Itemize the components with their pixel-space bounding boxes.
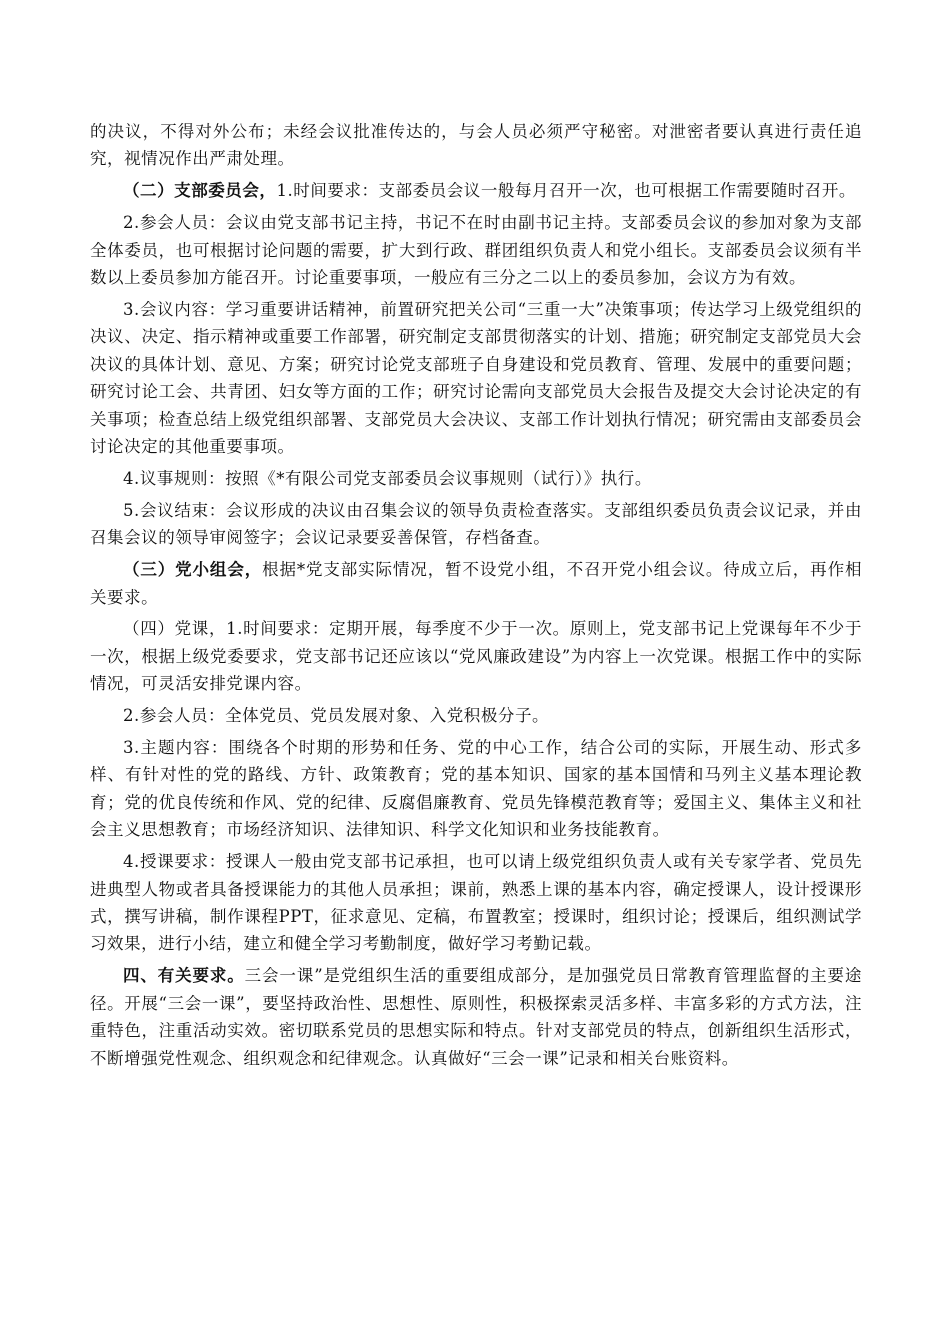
paragraph-committee-time: [90, 177, 862, 204]
section-heading-committee: （二）支部委员会，: [123, 181, 277, 201]
paragraph-text: 根据*党支部实际情况，暂不设党小组，不召开党小组会议。待成立后，再作相关要求。: [90, 560, 863, 607]
paragraph-text: 3.主题内容：围绕各个时期的形势和任务、党的中心工作，结合公司的实际，开展生动、形式多样、有针对性的党的路线、方针、政策教育；党的基本知识、国家的基本国情和马列主义基本理论教育；党的优良传统和作风、党的纪律、反腐倡廉教育、党员先锋模范教育等；爱国主义、集体主义和社会主义思想教育；市场经济知识、法律知识、科学文化知识和业务技能教育。: [90, 738, 862, 840]
paragraph-committee-rules: [90, 465, 862, 492]
paragraph-committee-content: [90, 296, 862, 460]
document-body: [90, 118, 862, 1076]
paragraph-general-requirements: [90, 962, 862, 1072]
paragraph-text: 2.参会人员：会议由党支部书记主持，书记不在时由副书记主持。支部委员会议的参加对象为支部全体委员，也可根据讨论问题的需要，扩大到行政、群团组织负责人和党小组长。支部委员会议须有半数以上委员参加方能召开。讨论重要事项，一般应有三分之二以上的委员参加，会议方为有效。: [90, 213, 862, 288]
paragraph-lecture-attendees: [90, 702, 862, 729]
paragraph-text: （四）党课，1.时间要求：定期开展，每季度不少于一次。原则上，党支部书记上党课每年不少于一次，根据上级党委要求，党支部书记还应该以“党风廉政建设”为内容上一次党课。根据工作中的实际情况，可灵活安排党课内容。: [90, 619, 862, 694]
paragraph-committee-end: [90, 497, 862, 552]
section-heading-requirements: 四、有关要求。: [123, 966, 245, 986]
paragraph-text: 4.授课要求：授课人一般由党支部书记承担，也可以请上级党组织负责人或有关专家学者、党员先进典型人物或者具备授课能力的其他人员承担；课前，熟悉上课的基本内容，确定授课人，设计授课形式，撰写讲稿，制作课程PPT，征求意见、定稿，布置教室；授课时，组织讨论；授课后，组织测试学习效果，进行小结，建立和健全学习考勤制度，做好学习考勤记载。: [90, 852, 862, 954]
paragraph-text: 4.议事规则：按照《*有限公司党支部委员会议事规则（试行）》执行。: [123, 468, 652, 488]
paragraph-confidentiality: [90, 118, 862, 173]
paragraph-committee-attendees: [90, 209, 862, 291]
paragraph-text: 三会一课”是党组织生活的重要组成部分，是加强党员日常教育管理监督的主要途径。开展“三会一课”，要坚持政治性、思想性、原则性，积极探索灵活多样、丰富多彩的方式方法，注重特色，注重活动实效。密切联系党员的思想实际和特点。针对支部党员的特点，创新组织生活形式，不断增强党性观念、组织观念和纪律观念。认真做好“三会一课”记录和相关台账资料。: [90, 966, 862, 1068]
paragraph-group-meeting: [90, 556, 862, 611]
paragraph-lecture-requirements: [90, 848, 862, 958]
section-heading-group-meeting: （三）党小组会，: [123, 560, 263, 580]
paragraph-text: 1.时间要求：支部委员会议一般每月召开一次，也可根据工作需要随时召开。: [276, 181, 856, 201]
paragraph-text: 5.会议结束：会议形成的决议由召集会议的领导负责检查落实。支部组织委员负责会议记录，并由召集会议的领导审阅签字；会议记录要妥善保管，存档备查。: [90, 500, 862, 548]
paragraph-lecture-time: [90, 615, 862, 697]
paragraph-lecture-topics: [90, 734, 862, 844]
paragraph-text: 3.会议内容：学习重要讲话精神，前置研究把关公司“三重一大”决策事项；传达学习上级党组织的决议、决定、指示精神或重要工作部署，研究制定支部贯彻落实的计划、措施；研究制定支部党员大会决议的具体计划、意见、方案；研究讨论党支部班子自身建设和党员教育、管理、发展中的重要问题；研究讨论工会、共青团、妇女等方面的工作；研究讨论需向支部党员大会报告及提交大会讨论决定的有关事项；检查总结上级党组织部署、支部党员大会决议、支部工作计划执行情况；研究需由支部委员会讨论决定的其他重要事项。: [90, 299, 862, 456]
paragraph-text: 2.参会人员：全体党员、党员发展对象、入党积极分子。: [123, 706, 550, 726]
paragraph-text: 的决议，不得对外公布；未经会议批准传达的，与会人员必须严守秘密。对泄密者要认真进行责任追究，视情况作出严肃处理。: [90, 122, 862, 169]
